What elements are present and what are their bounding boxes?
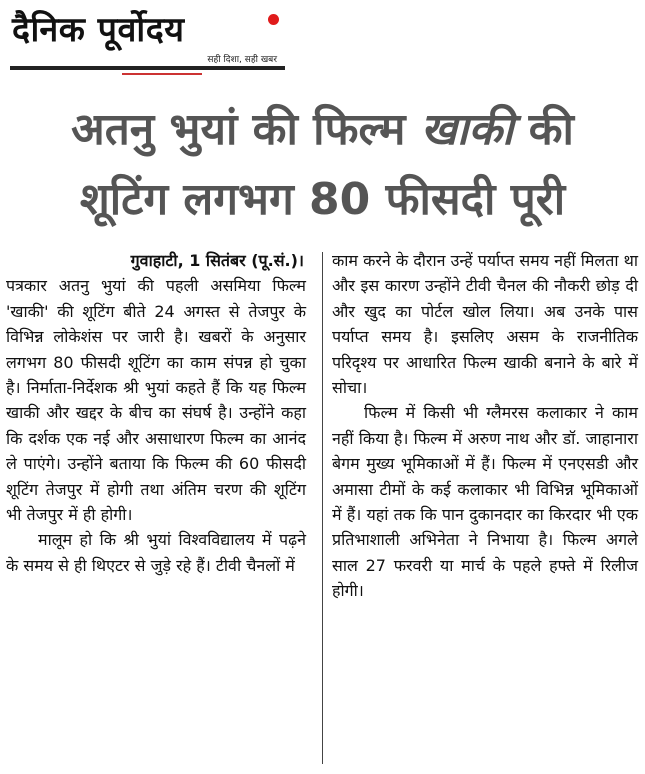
article-column-right [332,248,638,604]
article-paragraph: काम करने के दौरान उन्हें पर्याप्त समय नहीं मिलता था और इस कारण उन्होंने टीवी चैनल की नौकरी छोड़ दी और खुद का पोर्टल खोल लिया। अब उनके पास पर्याप्त समय है। इसलिए असम के राजनीतिक परिदृश्य पर आधारित फिल्म खाकी बनाने के बारे में सोचा। [332,251,638,398]
dateline: गुवाहाटी, 1 सितंबर (पू.सं.)। [130,251,304,270]
masthead [10,6,285,72]
article-column-left [6,248,306,578]
masthead-rule [10,66,285,70]
headline-line-1-end: की [513,104,574,155]
headline-line-2: शूटिंग लगभग 80 फीसदी पूरी [79,174,566,225]
masthead-tagline: सही दिशा, सही खबर [207,55,277,65]
article-paragraph: फिल्म में किसी भी ग्लैमरस कलाकार ने काम नहीं किया है। फिल्म में अरुण नाथ और डॉ. जाहानारा बेगम मुख्य भूमिकाओं में हैं। फिल्म में एनएसडी और अमासा टीमों के कई कलाकार भी विभिन्न भूमिकाओं में हैं। यहां तक कि पान दुकानदार का किरदार भी एक प्रतिभाशाली अभिनेता ने निभाया है। फिल्म अगले साल 27 फरवरी या मार्च के पहले हफ्ते में रिलीज होगी। [332,403,638,601]
logo-red-dot [268,14,279,25]
headline-line-1 [0,95,645,165]
article-paragraph: पत्रकार अतनु भुयां की पहली असमिया फिल्म 'खाकी' की शूटिंग बीते 24 अगस्त से तेजपुर के विभिन्न लोकेशंस पर जारी है। खबरों के अनुसार लगभग 80 फीसदी शूटिंग का काम संपन्न हो चुका है। निर्माता-निर्देशक श्री भुयां कहते हैं कि यह फिल्म खाकी और खद्दर के बीच का संघर्ष है। उन्होंने कहा कि दर्शक एक नई और असाधारण फिल्म का आनंद ले पाएंगे। उन्होंने बताया कि फिल्म की 60 फीसदी शूटिंग तेजपुर में होगी तथा अंतिम चरण की शूटिंग भी तेजपुर में ही होगी। [6,276,306,525]
headline-line-1-start: अतनु भुयां की फिल्म [71,104,421,155]
column-divider [322,252,323,764]
article-headline [0,95,645,235]
masthead-subrule [122,73,202,75]
headline-film-title: खाकी [420,104,514,155]
article-paragraph: मालूम हो कि श्री भुयां विश्वविद्यालय में पढ़ने के समय से ही थिएटर से जुड़े रहे हैं। टीवी चैनलों में [6,530,306,575]
newspaper-logo: दैनिक पूर्वोदय [12,10,185,50]
